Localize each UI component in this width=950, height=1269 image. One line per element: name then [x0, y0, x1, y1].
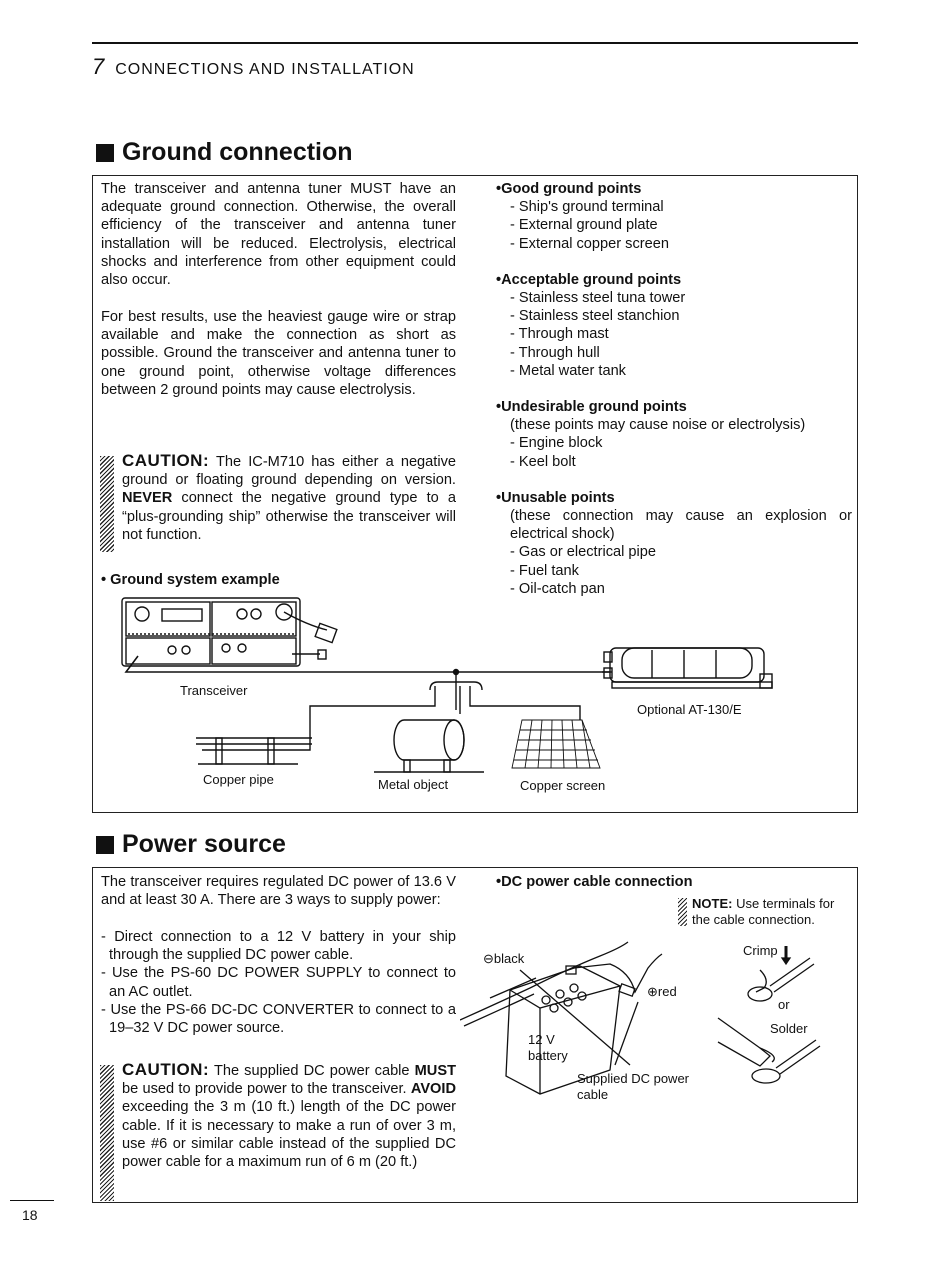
list-note: (these connection may cause an explosion or electrical shock): [510, 508, 852, 543]
dc-cable-head: • DC power cable connection: [496, 873, 692, 891]
power-intro: [101, 873, 456, 909]
caution-label: CAUTION:: [122, 1060, 210, 1079]
copper-pipe-illustration: [196, 738, 312, 764]
note-hatch-icon: [678, 898, 687, 926]
chapter-heading: [92, 54, 415, 80]
antenna-tuner-illustration: [604, 648, 772, 688]
copper-pipe-label: Copper pipe: [203, 772, 274, 787]
solder-label: Solder: [770, 1021, 808, 1036]
undesirable-ground-head: • Undesirable ground points: [496, 398, 852, 416]
crimp-label: Crimp: [743, 943, 778, 958]
list-item: - Keel bolt: [510, 453, 576, 470]
ground-para1-text: The transceiver and antenna tuner MUST have an adequate ground connection. Otherwise, the overall efficiency of the transceiver and antenna tuner installation will be reduced. Electrolysis, electrical shocks and interference from other equipment could also occur.: [101, 181, 456, 289]
caution-text-3: exceeding the 3 m (10 ft.) length of the DC power cable. If it is necessary to make a run of over 3 m, use #6 or similar cable instead of the supplied DC power cable for a maximum run of 6 m (20 ft.): [122, 1099, 456, 1171]
ground-caution: [122, 452, 456, 544]
list-item: - Through mast: [510, 326, 609, 343]
terminal-note: [692, 896, 852, 928]
header-rule: [92, 42, 858, 44]
list-item: - Metal water tank: [510, 362, 626, 379]
list-note: (these points may cause noise or electrolysis): [510, 417, 806, 434]
caution-must: MUST: [414, 1063, 456, 1079]
ground-system-example-heading: • Ground system example: [101, 572, 280, 588]
acceptable-ground-head: • Acceptable ground points: [496, 271, 852, 289]
transceiver-illustration: [122, 598, 337, 666]
red-terminal-label: ⊕red: [647, 984, 677, 999]
page-number-rule: [10, 1200, 54, 1201]
copper-screen-illustration: [512, 710, 600, 768]
list-item: - External copper screen: [510, 235, 669, 252]
caution-hatch-icon: [100, 456, 114, 552]
power-intro-text: The transceiver requires regulated DC power of 13.6 V and at least 30 A. There are 3 ways to supply power:: [101, 874, 456, 909]
metal-object-label: Metal object: [378, 777, 449, 792]
tuner-label: Optional AT-130/E: [637, 702, 742, 717]
list-item: - Fuel tank: [510, 562, 579, 579]
list-item: - Gas or electrical pipe: [510, 544, 656, 561]
ground-title-text: Ground connection: [122, 138, 353, 166]
list-item: - Stainless steel stanchion: [510, 308, 680, 325]
power-section-title: [96, 830, 286, 859]
caution-never: NEVER: [122, 490, 173, 507]
power-options-list: [101, 928, 456, 1037]
ground-para2-text: For best results, use the heaviest gauge wire or strap available and make the connection as short as possible. Ground the transceiver and antenna tuner to one ground point, otherwise voltage differences between 2 ground points may cause electrolysis.: [101, 309, 456, 398]
caution-text-2: connect the negative ground type to a “plus-grounding ship” otherwise the transceiver will not function.: [122, 490, 456, 543]
list-item: - Through hull: [510, 344, 600, 361]
list-item: - External ground plate: [510, 217, 658, 234]
undesirable-ground-group: [496, 398, 852, 471]
caution-text-2: be used to provide power to the transceiver.: [122, 1081, 411, 1098]
section-bullet-square: [96, 836, 114, 854]
dc-cable-heading: [496, 873, 692, 891]
transceiver-label: Transceiver: [180, 683, 248, 698]
power-caution: [122, 1061, 456, 1171]
acceptable-ground-group: [496, 271, 852, 380]
or-label: or: [778, 997, 790, 1012]
good-ground-head: • Good ground points: [496, 180, 852, 198]
chapter-number: 7: [92, 54, 106, 79]
ground-system-example-label: Ground system example: [110, 572, 280, 588]
list-item: - Engine block: [510, 435, 603, 452]
black-terminal-label: ⊖black: [483, 951, 525, 966]
good-ground-group: [496, 180, 852, 253]
chapter-title: CONNECTIONS AND INSTALLATION: [115, 61, 415, 78]
page-number: 18: [22, 1207, 38, 1223]
unusable-points-head: • Unusable points: [496, 489, 852, 507]
ground-points-list: [496, 180, 852, 616]
caution-avoid: AVOID: [410, 1081, 456, 1098]
metal-object-illustration: [374, 720, 484, 772]
list-item: - Stainless steel tuna tower: [510, 290, 686, 307]
ground-paragraph-1: [101, 180, 456, 289]
supplied-cable-label: Supplied DC power cable: [577, 1071, 690, 1102]
copper-screen-label: Copper screen: [520, 778, 606, 793]
note-label: NOTE:: [692, 896, 733, 911]
power-title-text: Power source: [122, 830, 286, 858]
list-item: - Use the PS-60 DC POWER SUPPLY to connect to an AC outlet.: [101, 965, 456, 1000]
list-item: - Use the PS-66 DC-DC CONVERTER to connect to a 19–32 V DC power source.: [101, 1001, 456, 1037]
battery-label: 12 V battery: [528, 1032, 568, 1063]
ground-section-title: [96, 138, 353, 167]
note-text: Use terminals for the cable connection.: [692, 896, 835, 927]
ground-paragraph-2: [101, 308, 456, 399]
section-bullet-square: [96, 144, 114, 162]
list-item: - Ship's ground terminal: [510, 199, 664, 216]
caution-label: CAUTION:: [122, 451, 210, 470]
list-item: - Oil-catch pan: [510, 580, 605, 597]
unusable-points-group: [496, 489, 852, 598]
caution-text-1: The supplied DC power cable: [209, 1063, 415, 1079]
caution-text-1: The IC-M710 has either a negative ground or floating ground depending on version.: [122, 454, 456, 489]
caution-hatch-icon: [100, 1065, 114, 1201]
list-item: - Direct connection to a 12 V battery in your ship through the supplied DC power cable.: [101, 929, 456, 964]
